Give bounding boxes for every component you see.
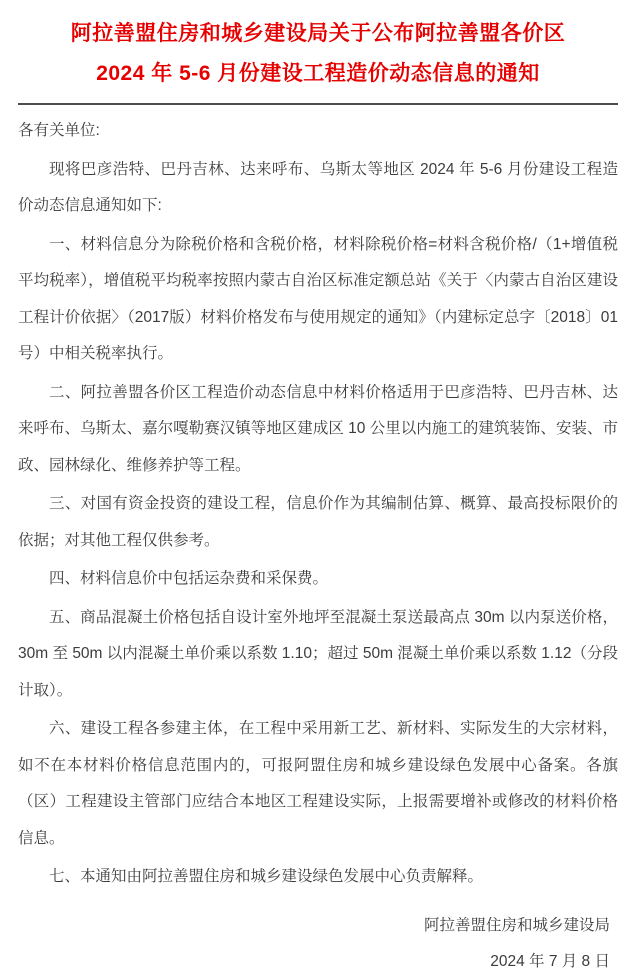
document-title	[18, 14, 618, 94]
notice-item-3: 三、对国有资金投资的建设工程，信息价作为其编制估算、概算、最高投标限价的依据；对其他工程仅供参考。	[18, 495, 618, 549]
notice-item-6: 六、建设工程各参建主体，在工程中采用新工艺、新材料、实际发生的大宗材料，如不在本材料价格信息范围内的，可报阿盟住房和城乡建设绿色发展中心备案。各旗（区）工程建设主管部门应结合本地区工程建设实际，上报需要增补或修改的材料价格信息。	[18, 720, 618, 847]
document-body	[18, 113, 618, 896]
notice-item-1: 一、材料信息分为除税价格和含税价格，材料除税价格=材料含税价格/（1+增值税平均税率），增值税平均税率按照内蒙古自治区标准定额总站《关于〈内蒙古自治区建设工程计价依据〉（2017版）材料价格发布与使用规定的通知》（内建标定总字〔2018〕01 号）中相关税率执行。	[18, 235, 618, 362]
salutation: 各有关单位:	[18, 122, 100, 139]
issuing-authority: 阿拉善盟住房和城乡建设局	[423, 916, 610, 934]
notice-item-2: 二、阿拉善盟各价区工程造价动态信息中材料价格适用于巴彦浩特、巴丹吉林、达来呼布、乌斯太、嘉尔嘎勒赛汉镇等地区建成区 10 公里以内施工的建筑装饰、安装、市政、园林绿化、维修养护等工程。	[18, 383, 618, 474]
title-divider-line	[18, 103, 618, 105]
notice-item-5: 五、商品混凝土价格包括自设计室外地坪至混凝土泵送最高点 30m 以内泵送价格，30m 至 50m 以内混凝土单价乘以系数 1.10；超过 50m 混凝土单价乘以系数 1.12（分段计取）。	[18, 608, 618, 699]
document-title-line1: 阿拉善盟住房和城乡建设局关于公布阿拉善盟各价区	[70, 22, 566, 45]
signature-block	[18, 908, 618, 980]
intro-paragraph: 现将巴彦浩特、巴丹吉林、达来呼布、乌斯太等地区 2024 年 5-6 月份建设工程造价动态信息通知如下:	[18, 160, 618, 214]
notice-item-4: 四、材料信息价中包括运杂费和采保费。	[49, 570, 329, 587]
document-title-line2: 2024 年 5-6 月份建设工程造价动态信息的通知	[96, 62, 540, 85]
notice-item-7: 七、本通知由阿拉善盟住房和城乡建设绿色发展中心负责解释。	[49, 868, 484, 885]
issue-date: 2024 年 7 月 8 日	[490, 952, 610, 970]
